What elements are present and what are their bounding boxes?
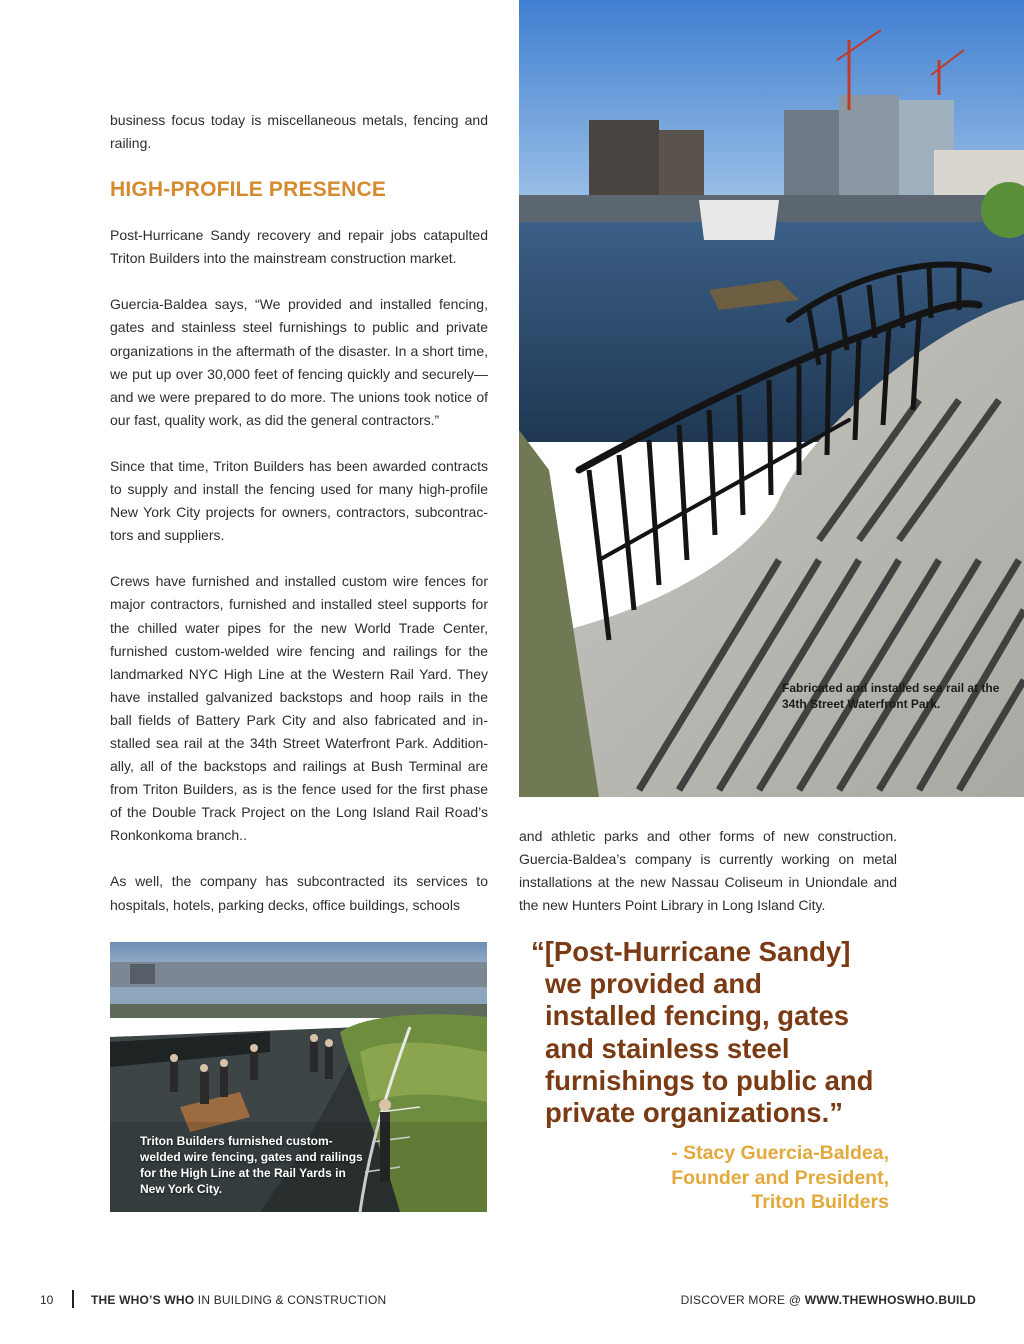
body-paragraph-4: Crews have furnished and installed custom wire fences for major contractors, furnished and installed steel supports for the chilled water pipes for the new World Trade Center, furnished custom-welded wire fencing and railings for the landmarked NYC High Line at the Western Rail Yard. They have installed galvanized backstops and hoop rails in the ball fields of Battery Park City and also fabricated and in-stalled sea rail at the 34th Street Waterfront Park. Addition-ally, all of the backstops and railings at Bush Terminal are from Triton Builders, as is the fence used for the first phase of the Double Track Project on the Long Island Rail Road’s Ronkonkoma branch..	[110, 573, 488, 844]
footer-divider	[72, 1290, 74, 1308]
quote-line: and stainless steel	[545, 1032, 790, 1064]
intro-paragraph: business focus today is miscellaneous metals, fencing and railing.	[110, 112, 488, 152]
quote-line: “[Post-Hurricane Sandy]	[531, 936, 851, 967]
left-text-column	[110, 109, 488, 917]
sea-rail-illustration	[519, 0, 1024, 797]
publication-name	[91, 1293, 386, 1307]
body-paragraph-1: Post-Hurricane Sandy recovery and repair jobs catapulted Triton Builders into the mainstream construction market.	[110, 227, 488, 267]
quote-line: private organizations.”	[545, 1097, 843, 1129]
quote-line: installed fencing, gates	[545, 1000, 850, 1032]
body-paragraph-3: Since that time, Triton Builders has been awarded contracts to supply and install the fencing used for many high-profile New York City projects for owners, contractors, subcontrac-tors and suppliers.	[110, 457, 488, 544]
pull-quote	[531, 936, 901, 1129]
quote-attribution	[600, 1141, 889, 1215]
attribution-line: Triton Builders	[751, 1191, 889, 1213]
section-heading: HIGH-PROFILE PRESENCE	[110, 178, 387, 202]
sea-rail-caption: Fabricated and installed sea rail at the 34th Street Waterfront Park.	[782, 681, 1000, 711]
body-paragraph-5: As well, the company has subcontracted its services to hospitals, hotels, parking decks, office buildings, schools	[110, 873, 488, 913]
attribution-line: - Stacy Guercia-Baldea,	[671, 1142, 889, 1164]
website-link[interactable]: WWW.THEWHOSWHO.BUILD	[804, 1293, 976, 1307]
quote-line: we provided and	[545, 968, 762, 1000]
body-paragraph-2: Guercia-Baldea says, “We provided and installed fencing, gates and stainless steel furnishings to public and private organizations in the aftermath of the disaster. In a short time, we put up over 30,000 feet of fencing quickly and securely—and we were prepared to do more. The unions took notice of our fast, quality work, as did the general contractors.”	[110, 296, 488, 428]
page-number: 10	[40, 1293, 54, 1307]
discover-more	[681, 1293, 976, 1307]
publication-name-bold: THE WHO’S WHO	[91, 1293, 195, 1307]
high-line-caption: Triton Builders furnished custom-welded wire fencing, gates and railings for the High Line at the Rail Yards in New York City.	[140, 1134, 363, 1196]
publication-name-rest: IN BUILDING & CONSTRUCTION	[194, 1293, 387, 1307]
attribution-line: Founder and President,	[671, 1166, 889, 1189]
discover-prefix: DISCOVER MORE @	[680, 1293, 805, 1307]
right-body-paragraph: and athletic parks and other forms of new construction. Guercia-Baldea’s company is currently working on metal installations at the new Nassau Coliseum in Uniondale and the new Hunters Point Library in Long Island City.	[519, 828, 897, 914]
quote-line: furnishings to public and	[545, 1064, 874, 1096]
page-footer	[0, 1290, 1024, 1310]
sea-rail-photo	[519, 0, 1024, 797]
